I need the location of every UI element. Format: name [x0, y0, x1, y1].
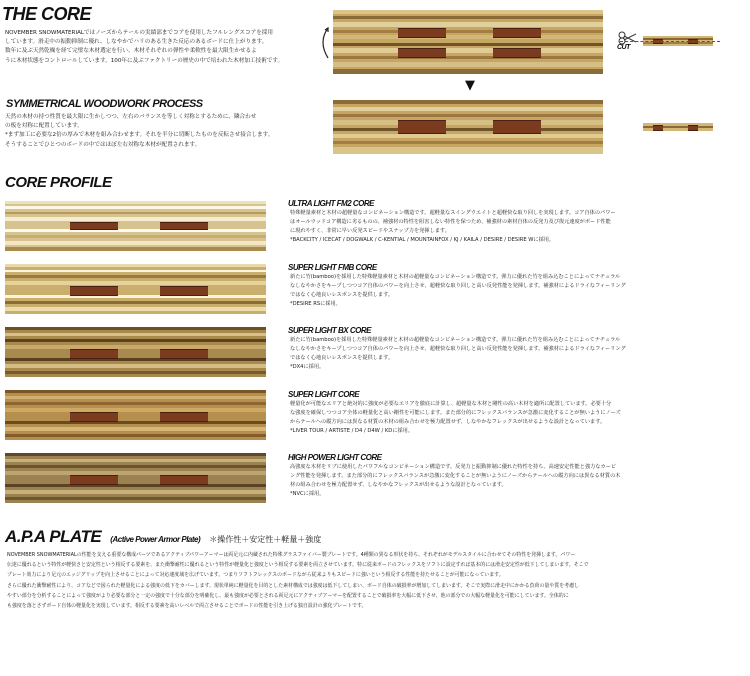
profile-desc-line: 特殊軽量素材と木材の超軽量なコンビネーション構造です。超軽量なスイングウエイトと超軽快な取り回しを実現します。コア自体のパワー: [290, 210, 616, 216]
symmetrical-text-line: の板を対称に配置しています。: [5, 123, 83, 130]
profile-desc-line: からテールへの縦方向には異なる材質の木材の組み合わせを極力配置せず、しなやかなフレックスが出せるような設計となっています。: [290, 419, 606, 425]
profile-desc-line: ではなく心地良いレスポンスを提供します。: [290, 355, 394, 361]
core-diagram-top: [333, 10, 603, 74]
apa-subtitle: (Active Power Armor Plate): [110, 535, 201, 544]
core-insert: [493, 28, 541, 38]
profile-desc-line: 新たに竹(bamboo)を採用した特殊軽量素材と木材の超軽量なコンビネーション構造です。弾力に優れた竹を組み込むことによってナチュラル: [290, 337, 621, 343]
profile-image: [5, 201, 266, 251]
cut-dashed-line: [620, 41, 720, 42]
symmetrical-diagram: [333, 100, 603, 154]
profile-models: *DESIRE RSに採用。: [290, 301, 341, 307]
apa-header: [5, 527, 321, 547]
profile-desc-line: なしなやかさをキープしつつコア自体のパワーを向上させ、超軽快な取り回しと高い反発性能を発揮します。補強材によるドライなフィーリング: [290, 283, 626, 289]
profile-image: [5, 327, 266, 377]
profile-title: CORE PROFILE: [5, 174, 112, 191]
profile-name: SUPER LIGHT CORE: [288, 390, 360, 399]
apa-title: A.P.A PLATE: [5, 527, 102, 546]
profile-desc-line: はオールウッドコア構造に劣るものの、補強材の特性を阻害しない特性を保つため、補強材の素材自体の反発力及び復元速度がボード性能: [290, 219, 611, 225]
apa-text-line: も強度を落とさずボード自体の軽量化を実現しています。相反する要素を高いレベルで両立させることでボードの性能を引き上げる独自設計の強化プレートです。: [7, 603, 367, 610]
profile-desc: [290, 463, 740, 499]
core-insert: [398, 28, 446, 38]
profile-name: SUPER LIGHT FMB CORE: [288, 263, 377, 272]
profile-desc-line: 軽量化が可能なエリアと絶対的に強度が必要なエリアを徹底に計算し、超軽量な木材と剛性の高い木材を適所に配置しています。必要十分: [290, 401, 612, 407]
profile-desc: [290, 336, 740, 372]
apa-text-line: やすい部分を分析することによって強度がより必要な部分と一定の強度で十分な部分を明確化し、最も強度が必要とされる両足元にアクティブアーマーを配置することで破損率を大幅に低下させ、他の部分での大幅な軽量化を可能にしています。全体的に: [7, 592, 569, 599]
symmetrical-mini-diagram: [643, 123, 713, 131]
profile-desc-line: な強度を確保しつつコア全体の軽量化と高い剛性を可能にします。また部分的にフレックスバランスが急激に変化することが無いようにノーズ: [290, 410, 621, 416]
apa-text-line: プレート効力により足元のエッジグリップを向上させることによって対応速度域を広げています。つまりソフトフレックスのボードながら従来よりもスピードに強いという相反する性能を持たせることが可能になっています。: [7, 572, 504, 579]
symmetrical-text-line: そうすることでひとつのボードの中ではほぼ左右対称な木材が配置されます。: [5, 141, 201, 148]
profile-models: *BACKCITY / ICECAT / DOGWALK / C-KENTIAL / MOUNTAINFOX / KJ / KAILA / DESIRE / DESIRE Wに採用。: [290, 237, 555, 243]
cut-label: CUT: [617, 44, 630, 51]
core-insert: [493, 48, 541, 58]
profile-name: ULTRA LIGHT FM2 CORE: [288, 199, 374, 208]
profile-desc-line: 新たに竹(bamboo)を採用した特殊軽量素材と木材の超軽量なコンビネーション構造です。弾力に優れた竹を組み込むことによってナチュラル: [290, 274, 621, 280]
profile-desc: [290, 209, 740, 245]
apa-tagline: ＊操作性＋安定性＋軽量＋強度: [209, 535, 322, 544]
profile-name: HIGH POWER LIGHT CORE: [288, 453, 382, 462]
core-insert: [398, 120, 446, 134]
symmetrical-text-line: *まず加工に必要な2倍の厚みで木材を組み合わせます。それを半分に切断したものを反転させ接合します。: [5, 132, 274, 139]
core-text-line: うに木材状態をコントロールしています。100年に及ぶファクトリーの歴史の中で培われた木材加工技術です。: [5, 57, 284, 64]
apa-text-line: 伝達に優れるという特性が軽快さと安定性という相反する要素を、また衝撃耐性に優れるという特性が軽量化と強度という相反する要素を両立させています。特に従来ボードのフレックスをソフトに設定すれば基本的には滑走安定性が低下してしまいます。そこで: [7, 562, 589, 569]
core-text: [5, 29, 310, 66]
curved-arrow-icon: [316, 26, 330, 60]
core-text-line: NOVEMBER SNOWMATERIALではノーズからテールの実績部までコアを使用したフルレングスコアを採用: [5, 30, 273, 36]
symmetrical-text-line: 天然の木材の持つ性質を最大限に生かしつつ、左右のバランスを等しく対称とするために、隣合わせ: [5, 114, 257, 120]
core-title: THE CORE: [2, 4, 92, 24]
core-text-line: 数年に及ぶ天然乾燥を経て完璧な木材選定を行い、木材それぞれの弾性や柔軟性を最大限生かせるよ: [5, 48, 257, 55]
profile-desc: [290, 273, 740, 309]
apa-text-line: NOVEMBER SNOWMATERIALの性能を支える重要な構成パーツであるアクティブパワーアーマーは両足元に内蔵された特殊グラスファイバー製プレートです。4種類の異なる形状を持ち、それぞれがモデルスタイルに合わせてその特性を発揮します。パワー: [7, 552, 576, 558]
profile-name: SUPER LIGHT BX CORE: [288, 326, 371, 335]
profile-image: [5, 453, 266, 503]
apa-text-line: さらに優れた衝撃耐性により、コアなどで図られた軽量化による強度の低下をカバーします。現状単純に軽量化を目的とした素材構成では強度は低下してしまい、ボード自体の破損率が増加してしまいます。そこで実際に滑走中にかかる負荷の量や質を考慮し: [7, 582, 579, 589]
core-insert: [493, 120, 541, 134]
symmetrical-title: SYMMETRICAL WOODWORK PROCESS: [6, 98, 203, 110]
profile-desc-line: 高強度な木材をリブに使用したパワフルなコンビネーション構造です。反発力と振動抑制に優れた特性を持ち、高速安定性能と強力なカービ: [290, 464, 616, 470]
profile-desc-line: なしなやかさをキープしつつコア自体のパワーを向上させ、超軽快な取り回しと高い反発性能を発揮します。補強材によるドライなフィーリング: [290, 346, 626, 352]
profile-image: [5, 390, 266, 440]
profile-desc-line: に現れやすく、非常に早い反発スピードやスナップ力を発揮します。: [290, 228, 450, 234]
profile-desc-line: ング性能を発揮します。また部分的にフレックスバランスが急激に変化することが無いようにノーズからテールへの縦方向には異なる材質の木: [290, 473, 621, 479]
profile-models: *LIVER TOUR / ARTISTE / D4 / D4W / KDに採用。: [290, 428, 414, 434]
profile-models: *NVCに採用。: [290, 491, 325, 497]
profile-desc-line: ではなく心地良いレスポンスを提供します。: [290, 292, 394, 298]
symmetrical-text: [5, 113, 310, 150]
profile-desc: [290, 400, 740, 436]
profile-image: [5, 264, 266, 314]
core-insert: [398, 48, 446, 58]
arrow-down-icon: ▼: [465, 78, 475, 93]
profile-desc-line: 材の組み合わせを極力配置せず、しなやかなフレックスが出せるような設計となっています。: [290, 482, 507, 488]
apa-text: [7, 550, 742, 611]
profile-models: *DX4に採用。: [290, 364, 325, 370]
core-text-line: しています。滑走中の振動抑制に優れ、しなやかでハリのある生きた反応のあるボードに仕上がります。: [5, 39, 268, 46]
